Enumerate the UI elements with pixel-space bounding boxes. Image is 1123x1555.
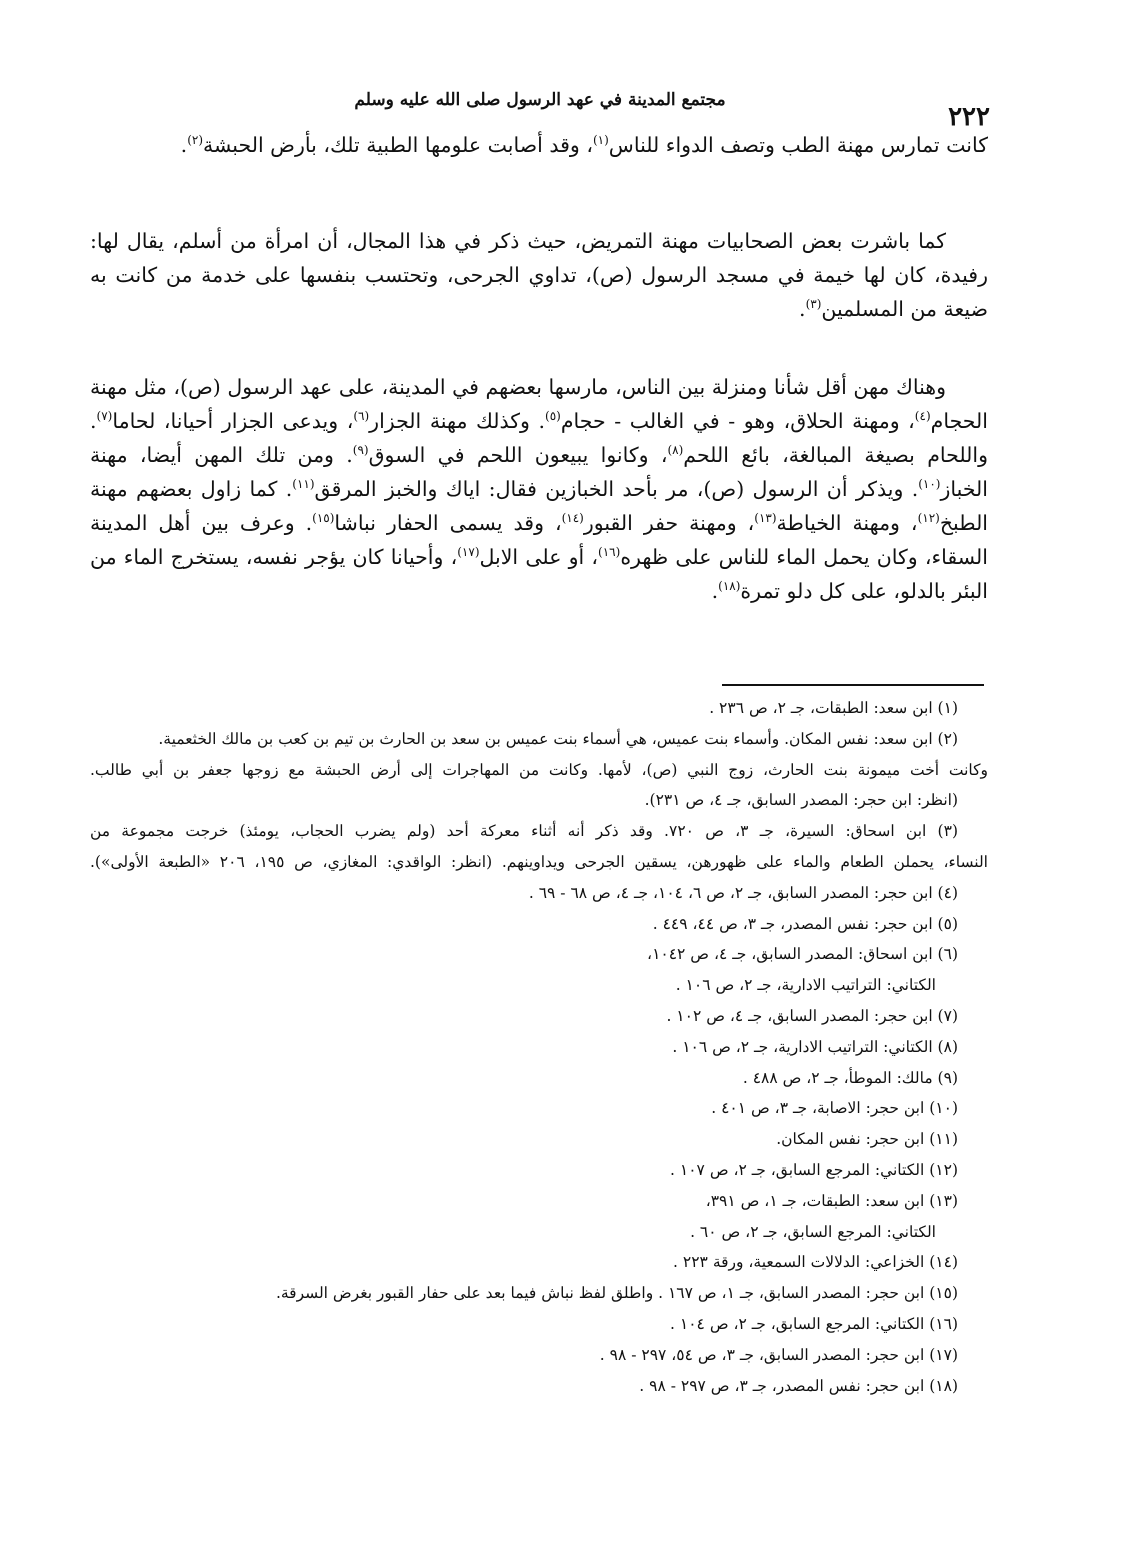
footnote-ref: (١٢) <box>917 511 940 526</box>
text-run: . كما زاول بعضهم مهنة الطبخ <box>90 477 989 535</box>
text-run: . ويذكر أن الرسول (ص)، مر بأحد الخبازين فقال: اياك والخبز المرقق <box>314 477 919 501</box>
footnote-ref: (٧) <box>96 409 113 424</box>
footnote-line: (١٦) الكتاني: المرجع السابق، جـ ٢، ص ١٠٤ . <box>670 1314 958 1333</box>
footnote-line: الكتاني: المرجع السابق، جـ ٢، ص ٦٠ . <box>690 1222 936 1241</box>
text-run: . وعرف بين أهل المدينة السقاء، وكان يحمل الماء للناس على ظهره <box>90 511 988 569</box>
text-run: ، وكانوا يبيعون اللحم في السوق <box>368 443 668 467</box>
text-run: ، ومهنة حفر القبور <box>583 511 755 535</box>
running-title: مجتمع المدينة في عهد الرسول صلى الله عليه وسلم <box>354 90 726 110</box>
paragraph-2 <box>90 224 988 326</box>
page-number: ٢٢٢ <box>948 102 990 132</box>
text-run: . <box>180 133 188 157</box>
page-header <box>90 88 990 132</box>
footnote-line: (٧) ابن حجر: المصدر السابق، جـ ٤، ص ١٠٢ . <box>666 1006 958 1025</box>
footnote-line: (١٠) ابن حجر: الاصابة، جـ ٣، ص ٤٠١ . <box>711 1099 958 1118</box>
footnote-line: (١٢) الكتاني: المرجع السابق، جـ ٢، ص ١٠٧ . <box>670 1160 958 1179</box>
footnote-line: (٦) ابن اسحاق: المصدر السابق، جـ ٤، ص ١٠٤٢، <box>647 945 958 964</box>
footnote-line: (١٨) ابن حجر: نفس المصدر، جـ ٣، ص ٢٩٧ - ٩٨ . <box>639 1376 958 1395</box>
paragraph-1 <box>90 128 988 162</box>
footnote-line: (٩) مالك: الموطأ، جـ ٢، ص ٤٨٨ . <box>742 1068 958 1087</box>
footnote-ref: (١٠) <box>918 477 941 492</box>
text-run: ، ومهنة الحلاق، وهو - في الغالب - حجام <box>560 409 915 433</box>
footnote-ref: (٤) <box>914 409 931 424</box>
footnote-line: النساء، يحملن الطعام والماء على ظهورهن، يسقين الجرحى ويداوينهم. (انظر: الواقدي: المغازي، ص ١٩٥، ٢٠٦ «الطبعة الأولى»). <box>90 852 988 871</box>
footnote-ref: (٦) <box>353 409 370 424</box>
text-run: . واللحام بصيغة المبالغة، بائع اللحم <box>90 409 988 467</box>
footnote-line: (٨) الكتاني: التراتيب الادارية، جـ ٢، ص ١٠٦ . <box>672 1037 958 1056</box>
footnote-line: الكتاني: التراتيب الادارية، جـ ٢، ص ١٠٦ . <box>675 976 936 995</box>
footnote-line: (٥) ابن حجر: نفس المصدر، جـ ٣، ص ٤٤، ٤٤٩ . <box>652 914 958 933</box>
text-run: ، وقد أصابت علومها الطبية تلك، بأرض الحبشة <box>203 133 593 157</box>
footnote-line: (١١) ابن حجر: نفس المكان. <box>776 1130 958 1149</box>
footnote-line: وكانت أخت ميمونة بنت الحارث، زوج النبي (ص)، لأمها. وكانت من المهاجرات إلى أرض الحبشة مع زوجها جعفر بن أبي طالب. <box>90 760 988 779</box>
footnote-ref: (١٧) <box>457 545 480 560</box>
footnote-line: (٢) ابن سعد: نفس المكان. وأسماء بنت عميس، هي أسماء بنت عميس بن سعد بن الحارث بن تيم بن كعب بن مالك الخثعمية. <box>158 729 958 748</box>
footnote-line: (١) ابن سعد: الطبقات، جـ ٢، ص ٢٣٦ . <box>709 699 958 717</box>
footnote-line: (٤) ابن حجر: المصدر السابق، جـ ٢، ص ٦، ١٠٤، جـ ٤، ص ٦٨ - ٦٩ . <box>528 883 958 902</box>
text-run: وهناك مهن أقل شأنا ومنزلة بين الناس، مارسها بعضهم في المدينة، على عهد الرسول (ص)، مثل مهنة الحجام <box>90 375 988 433</box>
footnote-line: (انظر: ابن حجر: المصدر السابق، جـ ٤، ص ٢٣١). <box>644 791 958 810</box>
footnote-ref: (١١) <box>292 477 315 492</box>
footnote-line: (١٥) ابن حجر: المصدر السابق، جـ ١، ص ١٦٧ . واطلق لفظ نباش فيما بعد على حفار القبور بغرض السرقة. <box>275 1284 958 1303</box>
footnote-separator <box>722 684 984 686</box>
footnotes <box>90 693 988 1401</box>
text-run: ، وقد يسمى الحفار نباشا <box>334 511 562 535</box>
text-run: . ومن تلك المهن أيضا، مهنة الخباز <box>90 443 988 501</box>
text-run: ، ومهنة الخياطة <box>776 511 918 535</box>
text-run: . <box>711 579 719 603</box>
footnote-line: (١٤) الخزاعي: الدلالات السمعية، ورقة ٢٢٣ . <box>673 1253 958 1272</box>
footnote-ref: (١) <box>592 133 609 148</box>
footnote-ref: (٩) <box>352 443 369 458</box>
paragraph-3 <box>90 370 988 608</box>
footnote-ref: (٢) <box>187 133 204 148</box>
footnote-ref: (١٨) <box>718 579 741 594</box>
footnote-line: (٣) ابن اسحاق: السيرة، جـ ٣، ص ٧٢٠. وقد ذكر أنه أثناء معركة أحد (ولم يضرب الحجاب، يومئذ) خرجت مجموعة من <box>90 822 958 841</box>
footnote-ref: (١٦) <box>598 545 621 560</box>
text-run: ، أو على الابل <box>479 545 599 569</box>
text-run: . <box>799 297 806 321</box>
footnote-ref: (٣) <box>805 297 822 312</box>
footnote-ref: (١٤) <box>561 511 584 526</box>
footnote-ref: (٥) <box>545 409 561 424</box>
text-run: ، ويدعى الجزار أحيانا، لحاما <box>112 409 354 433</box>
footnote-line: (١٣) ابن سعد: الطبقات، جـ ١، ص ٣٩١، <box>705 1191 958 1210</box>
footnote-line: (١٧) ابن حجر: المصدر السابق، جـ ٣، ص ٥٤، ٢٩٧ - ٩٨ . <box>599 1345 958 1364</box>
footnote-ref: (١٣) <box>754 511 777 526</box>
text-run: كما باشرت بعض الصحابيات مهنة التمريض، حيث ذكر في هذا المجال، أن امرأة من أسلم، يقال لها: رفيدة، كان لها خيمة في مسجد الرسول (ص)، تداوي الجرحى، وتحتسب بنفسها على خدمة من كانت به ضيعة من المسلمين <box>90 229 988 321</box>
footnote-ref: (٨) <box>667 443 684 458</box>
text-run: ، وأحيانا كان يؤجر نفسه، يستخرج الماء من البئر بالدلو، على كل دلو تمرة <box>90 545 988 603</box>
footnote-ref: (١٥) <box>312 511 335 526</box>
text-run: كانت تمارس مهنة الطب وتصف الدواء للناس <box>608 133 988 157</box>
main-text <box>90 128 988 608</box>
text-run: . وكذلك مهنة الجزار <box>369 409 546 433</box>
